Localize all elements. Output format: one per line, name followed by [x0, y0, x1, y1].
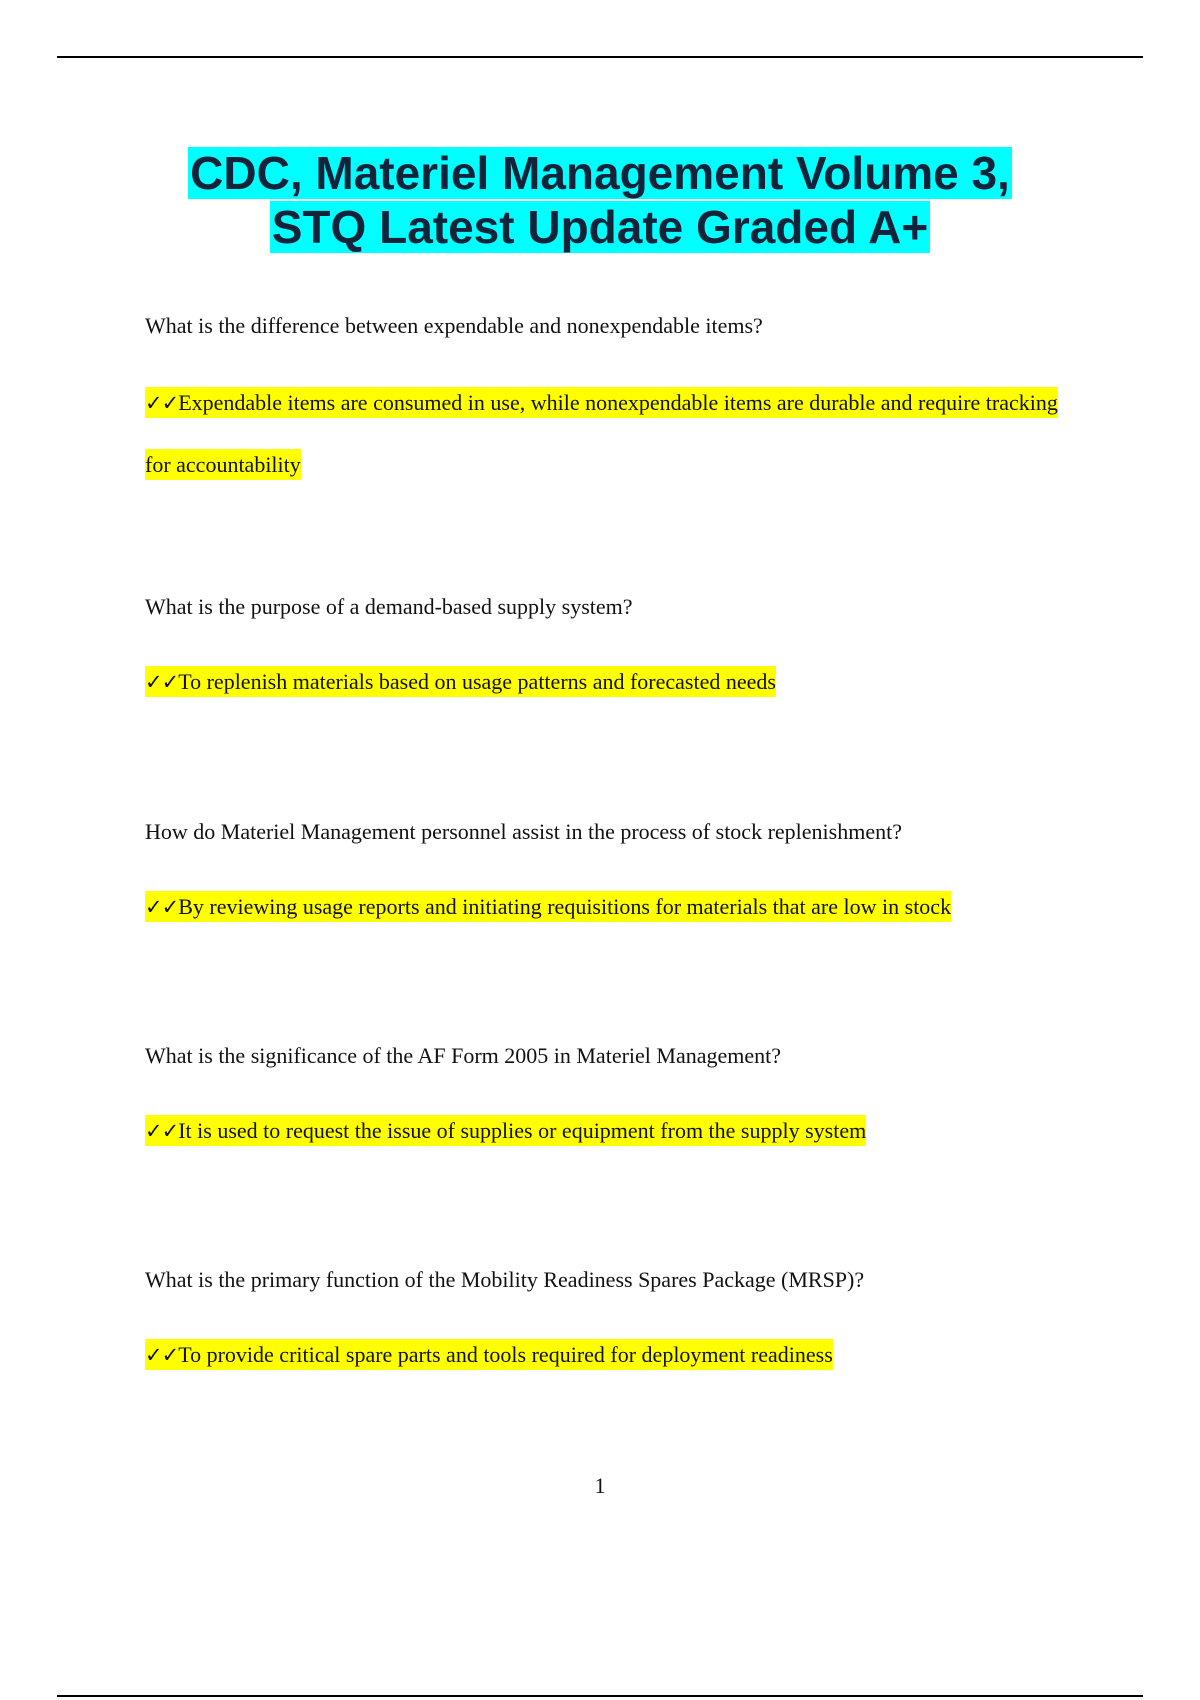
answer-4 [145, 1100, 1085, 1162]
question-2: What is the purpose of a demand-based supply system? [145, 594, 633, 619]
answer-5 [145, 1324, 1085, 1386]
check-icon: ✓✓ [145, 391, 179, 415]
header-rule [57, 56, 1143, 58]
question-5: What is the primary function of the Mobility Readiness Spares Package (MRSP)? [145, 1267, 865, 1292]
question-1: What is the difference between expendable and nonexpendable items? [145, 313, 763, 338]
check-icon: ✓✓ [145, 895, 179, 919]
footer-rule [57, 1695, 1143, 1697]
check-icon: ✓✓ [145, 1343, 179, 1367]
answer-text-3: By reviewing usage reports and initiating requisitions for materials that are low in stock [178, 894, 952, 919]
answer-text-1: Expendable items are consumed in use, while nonexpendable items are durable and require tracking for accountability [145, 390, 1058, 477]
question-3: How do Materiel Management personnel assist in the process of stock replenishment? [145, 819, 902, 844]
check-icon: ✓✓ [145, 670, 179, 694]
document-title [0, 146, 1200, 254]
question-4: What is the significance of the AF Form 2005 in Materiel Management? [145, 1043, 782, 1068]
check-icon: ✓✓ [145, 1119, 179, 1143]
answer-1 [145, 372, 1085, 495]
answer-text-5: To provide critical spare parts and tools required for deployment readiness [178, 1342, 833, 1367]
answer-text-2: To replenish materials based on usage patterns and forecasted needs [178, 669, 776, 694]
answer-text-4: It is used to request the issue of supplies or equipment from the supply system [178, 1118, 867, 1143]
title-line-1: CDC, Materiel Management Volume 3, [190, 147, 1010, 199]
answer-2 [145, 651, 1085, 713]
title-line-2: STQ Latest Update Graded A+ [271, 201, 929, 253]
page-number: 1 [594, 1473, 606, 1498]
answer-3 [145, 876, 1085, 938]
